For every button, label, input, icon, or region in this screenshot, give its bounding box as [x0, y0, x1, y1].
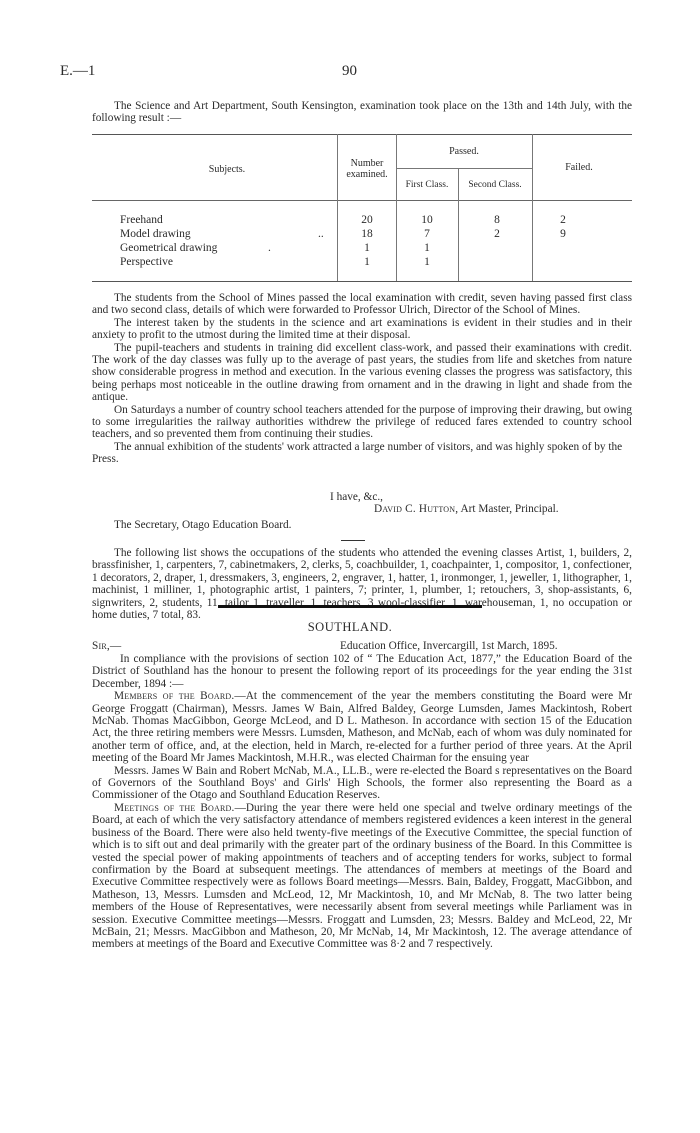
occupations-paragraph: The following list shows the occupations of the students who attended the evening classes Artist, 1, builders, 2, brassfinisher, 1, carpenters, 7, cabinetmakers, 2, clerks, 5, coachbuilder, 1, coachpainter, 1, compositor, 1, confectioner, 1 decorators, 2, draper, 1, dressmakers, 3, engineers, 2, engraver, 1, hatter, 1, ironmonger, 1, jeweller, 1, lithographer, 1, machinist, 1 milliner, 1, photographic artist, 1 painters, 7; printer, 1, plumber, 1; retouchers, 3, shop-assistants, 6, signwriters, 2, students, 11, tailor 1, traveller, 1, teachers, 3 wool-classifier, 1, warehouseman, 1, no occupation or home duties, 7 total, 83. — [92, 547, 632, 622]
col-divider — [337, 134, 338, 281]
table-cell-failed: 2 — [560, 214, 566, 226]
short-divider — [341, 540, 365, 541]
table-bottom-rule — [92, 281, 632, 282]
intro-paragraph — [92, 100, 632, 125]
header-number-examined: Number examined. — [346, 158, 388, 180]
results-table — [92, 134, 632, 282]
addressee: The Secretary, Otago Education Board. — [114, 519, 292, 531]
paragraph: Messrs. James W Bain and Robert McNab, M.A., LL.B., were re-elected the Board s representatives on the Board of Governors of the Southland Boys' and Girls' High Schools, the former also representing the Board as a Commissioner of the Otago and Southland Education Reserves. — [92, 764, 632, 802]
intro-text: The Science and Art Department, South Kensington, examination took place on the 13th and 14th July, with the following result :— — [92, 100, 632, 125]
signature-title: Art Master, Principal. — [460, 503, 559, 515]
paragraph: The annual exhibition of the students' work attracted a large number of visitors, and was highly spoken of by the Press. — [92, 440, 623, 466]
paragraph: In compliance with the provisions of section 102 of “ The Education Act, 1877,” the Education Board of the District of Southland has the honour to present the following report of its proceedings for the year ending the 31st December, 1894 :— — [92, 653, 632, 690]
table-cell-second: 8 — [494, 214, 500, 226]
paragraph: The students from the School of Mines passed the local examination with credit, seven having passed first class and two second class, details of which were forwarded to Professor Ulrich, Director of the School of Mines. — [92, 292, 632, 317]
members-text: —At the commencement of the year the members constituting the Board were Mr George Froggatt (Chairman), Messrs. James W Bain, Alfred Baldey, George Lumsden, James Mackintosh, Robert McNab. Thomas MacGibbon, George McLeod, and D L. Matheson. In accordance with section 15 of the Education Act, the three retiring members were Messrs. Lumsden, Matheson, and McNab, each of whom was duly nominated for another term of office, and, at the election, held in March, re-elected for a further period of three years. At the April meeting of the Board Mr James Mackintosh, M.H.R., was elected Chairman for the ensuing year — [92, 690, 632, 765]
signature-name: David C. Hutton, — [374, 503, 459, 515]
table-row-subject: Geometrical drawing — [120, 242, 218, 254]
members-label: Members of the Board. — [114, 690, 235, 703]
passed-subrule — [396, 168, 532, 169]
members-paragraph — [92, 690, 632, 764]
table-cell-failed: 9 — [560, 228, 566, 240]
header-failed: Failed. — [565, 162, 593, 173]
paragraph: The pupil-teachers and students in training did excellent class-work, and passed their examinations with credit. The work of the day classes was fully up to the average of past years, the studies from life and sketches from nature show considerable progress in method and execution. In the various evening classes the progress was satisfactory, this being perhaps most noticeable in the outline drawing from ornament and in the drawing in light and shade from the antique. — [92, 341, 632, 404]
closing: I have, &c., — [330, 491, 384, 503]
salutation: Sir,— — [92, 640, 122, 652]
meetings-text: —During the year there were held one special and twelve ordinary meetings of the Board, at each of which the very satisfactory attendance of members registered evidences a keen interest in the general business of the Board. There were also held twenty-five meetings of the Executive Committee, the special function of which is to sift out and deal primarily with the greater part of the ordinary business of the Board. In this Committee is vested the special power of making appointments of teachers and of accepting tenders for works, subject to formal confirmation by the Board at subsequent meetings. The attendances of members at meetings of the Board and Executive Committee respectively were as follows Board meetings—Messrs. Bain, Baldey, Froggatt, MacGibbon, and Matheson, 13, Messrs. Lumsden and McLeod, 12, Mr Mackintosh, 10, and Mr McNab, 8. The two latter being members of the House of Representatives, were necessarily absent from several meetings while Parliament was in session. Executive Committee meetings—Messrs. Froggatt and Lumsden, 23; Messrs. Baldey and McLeod, 22, Mr McBain, 21; Messrs. MacGibbon and Matheson, 20, Mr McNab, 14, Mr Mackintosh, 12. The average attendance of members at meetings of the Board and Executive Committee was 8·2 and 7 respectively. — [92, 801, 632, 951]
table-row-leader: .. — [318, 228, 324, 240]
page-number: 90 — [342, 63, 357, 79]
table-row-leader: . — [268, 242, 271, 254]
dateline: Education Office, Invercargill, 1st March, 1895. — [340, 640, 558, 652]
table-cell-number: 20 — [361, 214, 373, 226]
paragraph: The interest taken by the students in the science and art examinations is evident in their studies and in their anxiety to profit to the utmost during the limited time at their disposal. — [92, 316, 632, 342]
header-second-class: Second Class. — [468, 180, 522, 190]
meetings-paragraph — [92, 802, 632, 951]
table-row-subject: Perspective — [120, 256, 174, 268]
section-divider — [218, 605, 482, 608]
southland-body — [92, 653, 632, 951]
southland-heading: SOUTHLAND. — [307, 620, 393, 634]
section-code: E.—1 — [60, 63, 96, 79]
header-subjects: Subjects. — [208, 164, 246, 175]
table-row-subject: Freehand — [120, 214, 163, 226]
table-header-rule — [92, 200, 632, 201]
meetings-label: Meetings of the Board. — [114, 801, 235, 814]
table-top-rule — [92, 134, 632, 135]
occupations-block — [92, 547, 632, 621]
table-cell-first: 10 — [421, 214, 433, 226]
report-body — [92, 292, 632, 466]
table-cell-first: 7 — [424, 228, 430, 240]
table-cell-second: 2 — [494, 228, 500, 240]
table-cell-first: 1 — [424, 256, 430, 268]
paragraph: On Saturdays a number of country school teachers attended for the purpose of improving their drawing, but owing to some irregularities the railway authorities withdrew the privilege of reduced fares extended to country school teachers, and so prevented them from continuing their studies. — [92, 403, 632, 441]
header-first-class: First Class. — [405, 180, 449, 190]
header-passed: Passed. — [449, 146, 479, 157]
table-row-subject: Model drawing — [120, 228, 191, 240]
table-cell-first: 1 — [424, 242, 430, 254]
table-cell-number: 18 — [361, 228, 373, 240]
col-divider — [532, 134, 533, 281]
signature — [374, 503, 559, 515]
table-cell-number: 1 — [364, 256, 370, 268]
table-cell-number: 1 — [364, 242, 370, 254]
